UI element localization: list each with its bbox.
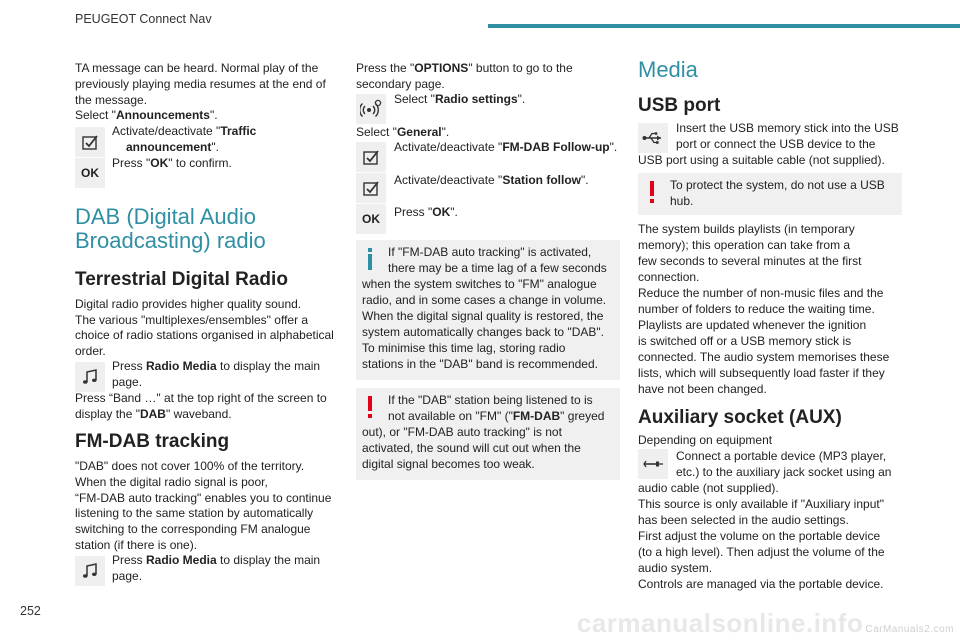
warning-line: To protect the system, do not use a USB (670, 178, 885, 192)
subtitle-tdr: Terrestrial Digital Radio (75, 269, 288, 290)
running-header: PEUGEOT Connect Nav (75, 12, 212, 26)
station-follow-line: Activate/deactivate "Station follow". (394, 173, 589, 187)
press-radio-media-2: page. (112, 569, 143, 583)
aux-line: Depending on equipment (638, 433, 773, 447)
traffic-line: announcement". (126, 140, 219, 154)
warning-line: out), or "FM-DAB auto tracking" is not (362, 425, 562, 439)
warning-note-usb (638, 173, 902, 215)
press-radio-media: Press Radio Media to display the main (112, 359, 321, 373)
fm-line: "DAB" does not cover 100% of the territory. (75, 459, 305, 473)
band-line: Press “Band …" at the top right of the screen to (75, 391, 327, 405)
info-line: radio, and in some cases a change in volume. (362, 293, 607, 307)
ok-icon: OK (356, 204, 386, 234)
fm-line: When the digital radio signal is poor, (75, 475, 268, 489)
playlist-line: number of folders to reduce the waiting time. (638, 302, 875, 316)
info-line: To minimise this time lag, storing radio (362, 341, 566, 355)
radio-settings-line: Select "Radio settings". (394, 92, 526, 106)
warning-line: activated, the sound will cut out when the (362, 441, 581, 455)
usb-line: USB port using a suitable cable (not supplied). (638, 153, 885, 167)
info-line: there may be a time lag of a few seconds (388, 261, 607, 275)
fm-line: listening to the same station by automatically (75, 506, 314, 520)
intro-line: TA message can be heard. Normal play of the (75, 61, 319, 75)
warning-line: not available on "FM" ("FM-DAB" greyed (388, 409, 605, 423)
playlist-line: Reduce the number of non-music files and the (638, 286, 884, 300)
aux-line: etc.) to the auxiliary jack socket using an (676, 465, 892, 479)
traffic-line: Activate/deactivate "Traffic (112, 124, 257, 138)
radio-settings-icon (356, 94, 386, 124)
aux-line: has been selected in the audio settings. (638, 513, 849, 527)
music-note-icon (75, 556, 105, 586)
tdr-line: order. (75, 344, 106, 358)
aux-line: audio cable (not supplied). (638, 481, 779, 495)
select-announcements: Select "Announcements". (75, 108, 218, 122)
page-number: 252 (20, 604, 41, 618)
info-line: when the system switches to "FM" analogue (362, 277, 597, 291)
checkbox-icon (356, 173, 386, 203)
info-line: system automatically changes back to "DAB". (362, 325, 604, 339)
follow-up-line: Activate/deactivate "FM-DAB Follow-up". (394, 140, 618, 154)
playlist-line: connected. The audio system memorises these (638, 350, 890, 364)
checkbox-icon (75, 127, 105, 157)
checkbox-icon (356, 142, 386, 172)
aux-line: audio system. (638, 561, 713, 575)
intro-line: the message. (75, 93, 148, 107)
section-title-dab: Broadcasting) radio (75, 228, 266, 253)
playlist-line: lists, which will subsequently load faster if they (638, 366, 885, 380)
subtitle-usb: USB port (638, 95, 721, 116)
usb-line: port or connect the USB device to the (676, 137, 876, 151)
info-icon (367, 248, 373, 270)
fm-line: switching to the corresponding FM analogue (75, 522, 311, 536)
general-line: Select "General". (356, 125, 450, 139)
options-line: Press the "OPTIONS" button to go to the (356, 61, 573, 75)
section-title-media: Media (638, 57, 698, 82)
warning-icon (649, 181, 655, 203)
ok-icon: OK (75, 158, 105, 188)
playlist-line: memory); this operation can take from a (638, 238, 851, 252)
press-radio-media: page. (112, 375, 143, 389)
press-radio-media-2: Press Radio Media to display the main (112, 553, 321, 567)
info-line: If "FM-DAB auto tracking" is activated, (388, 245, 592, 259)
playlist-line: is switched off or a USB memory stick is (638, 334, 852, 348)
fm-line: station (if there is one). (75, 538, 198, 552)
playlist-line: The system builds playlists (in temporary (638, 222, 855, 236)
options-line: secondary page. (356, 77, 445, 91)
playlist-line: connection. (638, 270, 700, 284)
warning-line: If the "DAB" station being listened to is (388, 393, 593, 407)
music-note-icon (75, 362, 105, 392)
tdr-line: choice of radio stations organised in alphabetical (75, 328, 334, 342)
confirm-line: Press "OK" to confirm. (112, 156, 232, 170)
tdr-line: The various "multiplexes/ensembles" offer a (75, 313, 309, 327)
warning-line: digital signal becomes too weak. (362, 457, 535, 471)
aux-line: First adjust the volume on the portable device (638, 529, 881, 543)
info-line: When the digital signal quality is restored, the (362, 309, 604, 323)
aux-line: Connect a portable device (MP3 player, (676, 449, 887, 463)
aux-line: (to a high level). Then adjust the volume of the (638, 545, 885, 559)
playlist-line: Playlists are updated whenever the ignition (638, 318, 867, 332)
fm-line: “FM-DAB auto tracking" enables you to continue (75, 491, 332, 505)
aux-line: This source is only available if "Auxiliary input" (638, 497, 884, 511)
warning-line: hub. (670, 194, 694, 208)
header-accent-bar (488, 24, 960, 28)
playlist-line: have not been changed. (638, 382, 767, 396)
tdr-line: Digital radio provides higher quality sound. (75, 297, 302, 311)
warning-icon (367, 396, 373, 418)
press-ok-line: Press "OK". (394, 205, 458, 219)
usb-icon (638, 123, 668, 153)
info-line: stations in the "DAB" band is recommended. (362, 357, 598, 371)
warning-note (356, 388, 620, 480)
watermark: carmanualsonline.info CarManuals2.com (576, 608, 954, 638)
aux-line: Controls are managed via the portable device. (638, 577, 884, 591)
subtitle-aux: Auxiliary socket (AUX) (638, 407, 842, 428)
intro-line: previously playing media resumes at the end of (75, 77, 326, 91)
aux-jack-icon (638, 449, 668, 479)
usb-line: Insert the USB memory stick into the USB (676, 121, 899, 135)
subtitle-fm-dab: FM-DAB tracking (75, 431, 230, 452)
section-title-dab: DAB (Digital Audio (75, 204, 256, 229)
playlist-line: few seconds to several minutes at the first (638, 254, 862, 268)
band-line: display the "DAB" waveband. (75, 407, 232, 421)
info-note (356, 240, 620, 380)
